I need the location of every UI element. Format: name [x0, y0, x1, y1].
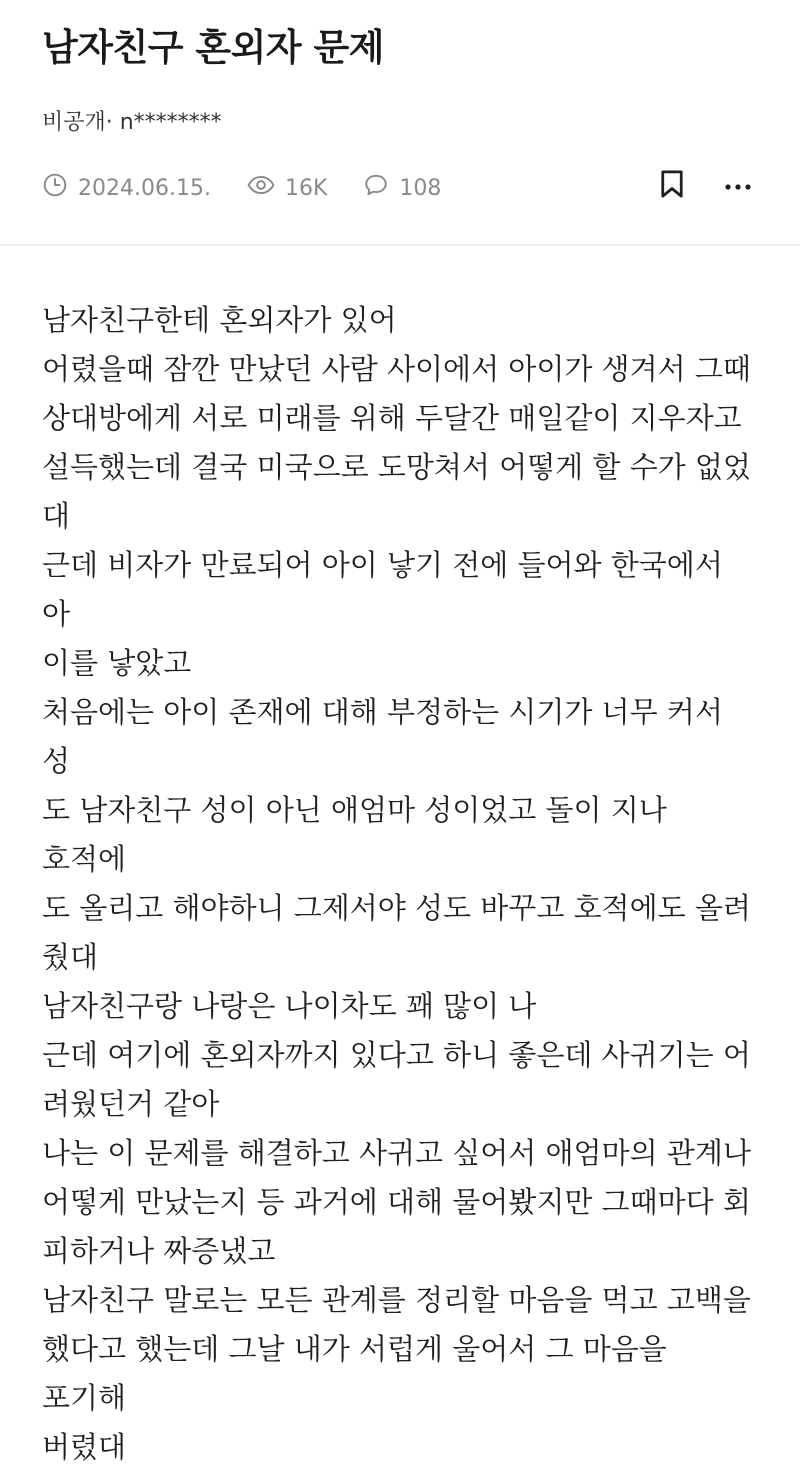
body-line: 도 남자친구 성이 아닌 애엄마 성이었고 돌이 지나 호적에: [42, 793, 667, 876]
post-views: [247, 172, 327, 204]
post-views-count: 16K: [284, 175, 328, 201]
body-line: 근데 비자가 만료되어 아이 낳기 전에 들어와 한국에서 아: [42, 548, 723, 631]
clock-icon: [42, 172, 78, 204]
post-body: [42, 296, 760, 1472]
body-line: 나는 이 문제를 해결하고 사귀고 싶어서 애엄마의 관계나: [42, 1136, 751, 1170]
body-line: 남자친구랑 나랑은 나이차도 꽤 많이 나: [42, 989, 537, 1023]
body-line: 이를 낳았고: [42, 646, 192, 680]
body-line: 줬대: [42, 940, 99, 974]
body-line: 려웠던거 같아: [42, 1087, 220, 1121]
body-line: 버렸대: [42, 1430, 127, 1464]
post-header: [0, 0, 800, 246]
comment-bubble-icon: [363, 172, 399, 204]
bookmark-icon: [659, 169, 685, 203]
post-date-text: 2024.06.15.: [78, 175, 211, 201]
bookmark-button[interactable]: [650, 164, 694, 208]
post-comments[interactable]: [363, 172, 441, 204]
body-line: 어떻게 만났는지 등 과거에 대해 물어봤지만 그때마다 회: [42, 1185, 751, 1219]
body-line: 도 올리고 해야하니 그제서야 성도 바꾸고 호적에도 올려: [42, 891, 751, 925]
body-line: 처음에는 아이 존재에 대해 부정하는 시기가 너무 커서 성: [42, 695, 723, 778]
post-actions: [650, 164, 760, 208]
author-name[interactable]: 비공개· n********: [42, 110, 222, 135]
body-line: 남자친구 말로는 모든 관계를 정리할 마음을 먹고 고백을: [42, 1283, 751, 1317]
post-date: [42, 172, 211, 204]
body-line: 했다고 했는데 그날 내가 서럽게 울어서 그 마음을 포기해: [42, 1332, 667, 1415]
more-options-button[interactable]: [716, 164, 760, 208]
post-title: 남자친구 혼외자 문제: [42, 26, 384, 69]
eye-icon: [247, 172, 285, 204]
body-line: 근데 여기에 혼외자까지 있다고 하니 좋은데 사귀기는 어: [42, 1038, 751, 1072]
body-line: 설득했는데 결국 미국으로 도망쳐서 어떻게 할 수가 없었: [42, 450, 751, 484]
body-line: 대: [42, 499, 71, 533]
body-line: 남자친구한테 혼외자가 있어: [42, 303, 397, 337]
post-meta: [42, 168, 477, 208]
post-comments-count: 108: [399, 175, 442, 201]
more-horizontal-icon: [724, 177, 752, 196]
body-line: 상대방에게 서로 미래를 위해 두달간 매일같이 지우자고: [42, 401, 742, 435]
body-line: 피하거나 짜증냈고: [42, 1234, 276, 1268]
body-line: 어렸을때 잠깐 만났던 사람 사이에서 아이가 생겨서 그때: [42, 352, 751, 386]
